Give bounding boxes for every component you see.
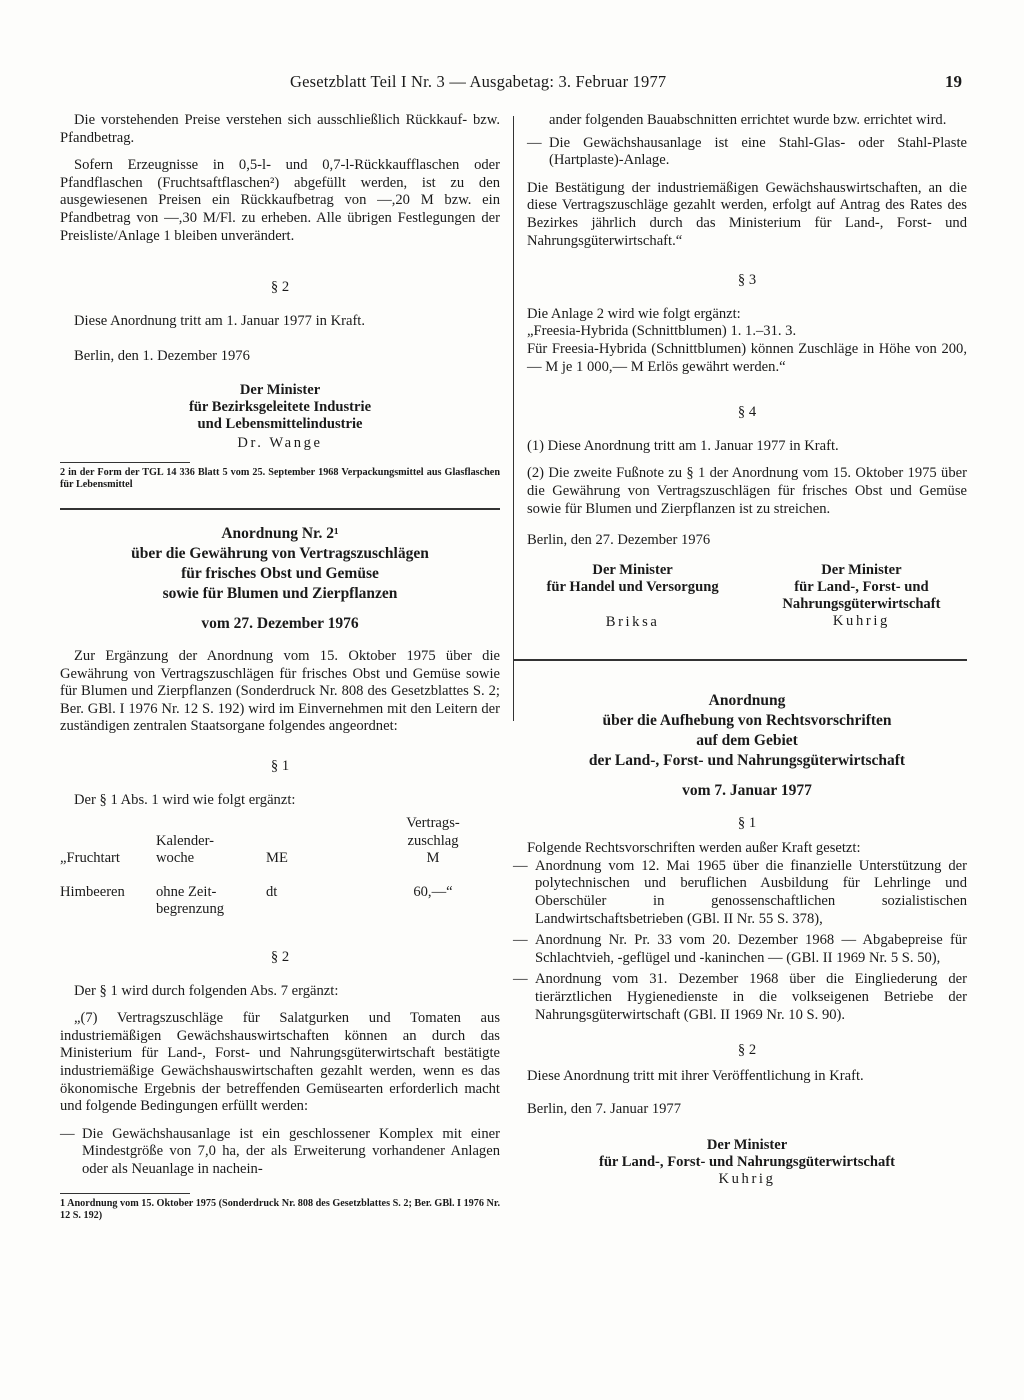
footnote: 2 in der Form der TGL 14 336 Blatt 5 vom 25. September 1968 Verpackungsmittel aus Glasflaschen für Lebensmittel xyxy=(60,466,500,491)
supplement-table xyxy=(60,815,500,919)
list-item: — Anordnung vom 12. Mai 1965 über die finanzielle Unterstützung der polytechnischen und beruflichen Ausbildung für Lehrlinge und Oberschüler in genossenschaftlichen sozialistischen Landwirtschaftsbetrieben (GBl. II Nr. 55 S. 378), xyxy=(513,857,967,927)
paragraph: Die vorstehenden Preise verstehen sich ausschließlich Rückkauf- bzw. Pfandbetrag. xyxy=(60,112,500,146)
section-heading: § 3 xyxy=(737,272,757,289)
title-line: über die Gewährung von Vertragszuschlägen xyxy=(131,544,429,562)
paragraph: Der § 1 Abs. 1 wird wie folgt ergänzt: xyxy=(74,791,296,808)
list-item: — Die Gewächshausanlage ist ein geschlossener Komplex mit einer Mindestgröße von 7,0 ha, der als Erweiterung vorhandener Anlagen oder als Neuanlage in nachein- xyxy=(60,1125,500,1177)
footnote-rule xyxy=(60,1193,190,1194)
paragraph: Der § 1 wird durch folgenden Abs. 7 ergänzt: xyxy=(74,982,339,999)
place-date: Berlin, den 1. Dezember 1976 xyxy=(74,348,250,365)
table-header: ME xyxy=(266,850,288,867)
footnote: 1 Anordnung vom 15. Oktober 1975 (Sonderdruck Nr. 808 des Gesetzblattes S. 2; Ber. GBl. I 1976 Nr. 12 S. 192) xyxy=(60,1197,500,1222)
paragraph: (2) Die zweite Fußnote zu § 1 der Anordnung vom 15. Oktober 1975 über die Gewährung von Vertragszuschlägen für frisches Obst und Gemüse sowie für Blumen und Zierpflanzen ist zu streichen. xyxy=(527,465,967,517)
signature-block: Der Minister für Land-, Forst- und Nahrungsgüterwirtschaft Kuhrig xyxy=(782,561,941,629)
title-line: für frisches Obst und Gemüse xyxy=(181,564,379,582)
section-heading: § 1 xyxy=(270,757,290,774)
paragraph: Diese Anordnung tritt mit ihrer Veröffentlichung in Kraft. xyxy=(527,1067,864,1084)
paragraph: Diese Anordnung tritt am 1. Januar 1977 in Kraft. xyxy=(74,312,366,329)
title-line: Anordnung Nr. 2¹ xyxy=(221,524,339,542)
paragraph: „Freesia-Hybrida (Schnittblumen) 1. 1.–31. 3. xyxy=(527,323,797,340)
paragraph: ander folgenden Bauabschnitten errichtet wurde bzw. errichtet wird. xyxy=(549,112,947,128)
section-heading: § 2 xyxy=(737,1042,757,1059)
right-column xyxy=(513,112,967,1188)
ordinance-title: Anordnung über die Aufhebung von Rechtsvorschriften auf dem Gebiet der Land-, Forst- und Nahrungsgüterwirtschaft vom 7. Januar 1977 xyxy=(588,691,906,799)
ordinance-title xyxy=(60,524,500,634)
signature-row xyxy=(527,562,967,631)
left-column xyxy=(60,112,500,1223)
paragraph: (1) Diese Anordnung tritt am 1. Januar 1977 in Kraft. xyxy=(527,437,839,454)
paragraph: „(7) Vertragszuschläge für Salatgurken und Tomaten aus industriemäßigen Gewächshauswirtschaften können an durch das Ministerium für Land-, Forst- und Nahrungsgüterwirtschaft bestätigte industriemäßige Gewächshauswirtschaften gezahlt werden, wenn es das ökonomische Ergebnis der betreffenden Gemüsearten erforderlich macht und folgende Bedingungen erfüllt werden: xyxy=(60,1010,500,1115)
list-item: — Die Gewächshausanlage ist eine Stahl-Glas- oder Stahl-Plaste (Hartplaste)-Anlage. xyxy=(527,134,967,169)
signature-name: Dr. Wange xyxy=(237,434,323,451)
table-header: Kalender- woche xyxy=(156,832,215,867)
section-heading: § 4 xyxy=(737,404,757,421)
paragraph: Zur Ergänzung der Anordnung vom 15. Oktober 1975 über die Gewährung von Vertragszuschlägen für frisches Obst und Gemüse sowie für Blumen und Zierpflanzen (Sonderdruck Nr. 808 des Gesetzblattes S. 2; Ber. GBl. I 1976 Nr. 12 S. 192) wird im Einvernehmen mit den Leitern der zuständigen zentralen Staatsorgane folgendes angeordnet: xyxy=(60,647,500,735)
table-cell: dt xyxy=(266,883,278,900)
table-cell: 60,—“ xyxy=(413,883,453,900)
footnote-rule xyxy=(60,462,190,463)
running-title: Gesetzblatt Teil I Nr. 3 — Ausgabetag: 3. Februar 1977 xyxy=(290,72,667,91)
place-date: Berlin, den 27. Dezember 1976 xyxy=(527,532,711,549)
title-line: sowie für Blumen und Zierpflanzen xyxy=(162,584,398,602)
table-header: Vertrags- zuschlag M xyxy=(406,815,460,867)
signature-block: Der Minister für Land-, Forst- und Nahrungsgüterwirtschaft Kuhrig xyxy=(598,1137,896,1187)
section-divider xyxy=(513,659,967,661)
paragraph: Sofern Erzeugnisse in 0,5-l- und 0,7-l-Rückkaufflaschen oder Pfandflaschen (Fruchtsaftflaschen²) abgefüllt werden, ist zu den ausgewiesenen Preisen ein Rückkaufbetrag von —,20 M bzw. ein Pfandbetrag von —,30 M/Fl. zu erheben. Alle übrigen Festlegungen der Preisliste/Anlage 1 bleiben unverändert. xyxy=(60,157,500,244)
list-item: — Anordnung Nr. Pr. 33 vom 20. Dezember 1968 — Abgabepreise für Schlachtvieh, -geflügel und -kaninchen — (GBl. II 1969 Nr. 5 S. 50), xyxy=(513,932,967,966)
paragraph: Für Freesia-Hybrida (Schnittblumen) können Zuschläge in Höhe von 200,— M je 1 000,— M Erlös gewährt werden.“ xyxy=(527,340,967,375)
signature-line: für Bezirksgeleitete Industrie xyxy=(188,398,372,415)
paragraph: Die Bestätigung der industriemäßigen Gewächshauswirtschaften, an die diese Vertragszuschläge gezahlt werden, erfolgt auf Antrag des Rates des Bezirkes jährlich durch das Ministerium für Land-, Forst- und Nahrungsgüterwirtschaft.“ xyxy=(527,179,967,249)
column-divider xyxy=(513,116,514,721)
section-heading: § 2 xyxy=(270,949,290,966)
place-date: Berlin, den 7. Januar 1977 xyxy=(527,1101,682,1118)
paragraph: Folgende Rechtsvorschriften werden außer Kraft gesetzt: xyxy=(527,840,861,857)
list-item: — Anordnung vom 31. Dezember 1968 über die Eingliederung der tierärztlichen Hygienedienste in die volkseigenen Betriebe der Nahrungsgüterwirtschaft (GBl. II 1969 Nr. 10 S. 90). xyxy=(513,971,967,1023)
table-cell: Himbeeren xyxy=(60,883,125,900)
section-divider xyxy=(60,508,500,510)
title-date: vom 27. Dezember 1976 xyxy=(201,614,359,632)
page-number: 19 xyxy=(945,72,962,91)
signature-block xyxy=(60,382,500,452)
signature-block: Der Minister für Handel und Versorgung Briksa xyxy=(546,561,719,630)
signature-line: Der Minister xyxy=(239,381,321,398)
signature-line: und Lebensmittelindustrie xyxy=(197,415,363,432)
table-header: „Fruchtart xyxy=(60,850,120,867)
section-heading: § 1 xyxy=(737,814,757,831)
table-cell: ohne Zeit- begrenzung xyxy=(156,883,225,918)
paragraph: Die Anlage 2 wird wie folgt ergänzt: xyxy=(527,305,741,322)
section-heading: § 2 xyxy=(270,279,290,296)
